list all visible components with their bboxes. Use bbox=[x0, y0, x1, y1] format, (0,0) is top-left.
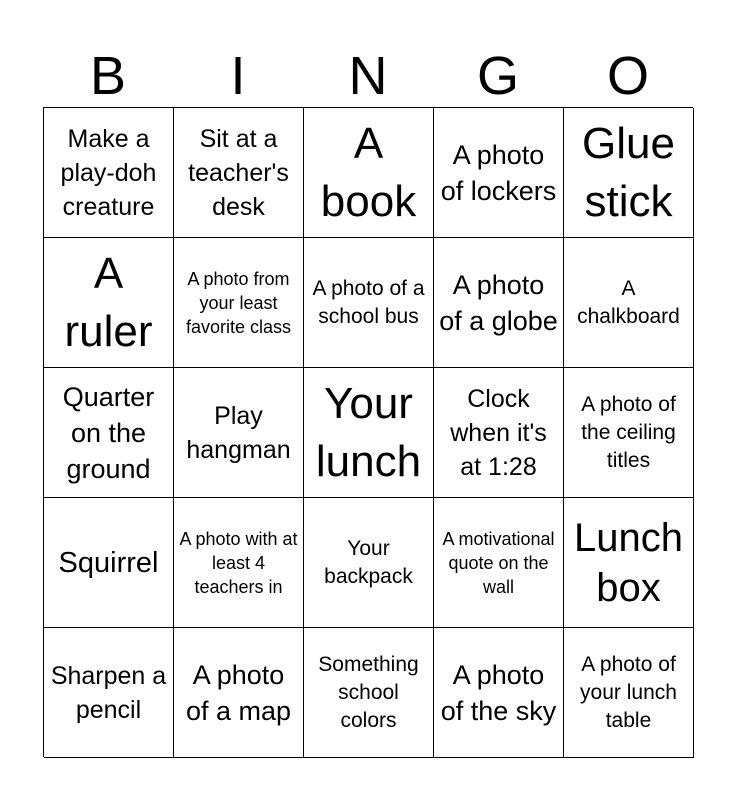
bingo-cell-r3-c2[interactable] bbox=[174, 368, 304, 498]
cell-text: A chalkboard bbox=[577, 276, 680, 328]
bingo-cell-r5-c1[interactable] bbox=[44, 628, 174, 758]
bingo-cell-r2-c1[interactable] bbox=[44, 238, 174, 368]
cell-text: A photo of lockers bbox=[440, 139, 557, 206]
header-letter-n: N bbox=[348, 46, 388, 106]
bingo-cell-r3-c3[interactable] bbox=[304, 368, 434, 498]
bingo-header bbox=[43, 44, 693, 108]
bingo-cell-r4-c3[interactable] bbox=[304, 498, 434, 628]
bingo-cell-r1-c3[interactable] bbox=[304, 108, 434, 238]
header-letter-g: G bbox=[476, 46, 519, 106]
bingo-cell-r2-c3[interactable] bbox=[304, 238, 434, 368]
bingo-card-grid bbox=[43, 107, 693, 757]
cell-text: Something school colors bbox=[318, 652, 419, 732]
bingo-cell-r5-c3[interactable] bbox=[304, 628, 434, 758]
header-letter-i: I bbox=[230, 46, 246, 106]
cell-text: A photo of a globe bbox=[439, 269, 558, 336]
bingo-cell-r2-c4[interactable] bbox=[434, 238, 564, 368]
cell-text: Play hangman bbox=[186, 401, 291, 464]
cell-text: A ruler bbox=[64, 248, 153, 356]
bingo-cell-r3-c5[interactable] bbox=[564, 368, 694, 498]
header-letter-b: B bbox=[89, 46, 127, 106]
cell-text: A book bbox=[320, 118, 417, 226]
cell-text: Squirrel bbox=[58, 546, 159, 579]
bingo-cell-r1-c4[interactable] bbox=[434, 108, 564, 238]
bingo-cell-r5-c5[interactable] bbox=[564, 628, 694, 758]
bingo-cell-r5-c2[interactable] bbox=[174, 628, 304, 758]
bingo-cell-r4-c1[interactable] bbox=[44, 498, 174, 628]
bingo-cell-r4-c4[interactable] bbox=[434, 498, 564, 628]
cell-text: Lunch box bbox=[574, 515, 683, 610]
bingo-cell-r3-c4[interactable] bbox=[434, 368, 564, 498]
cell-text: A photo with at least 4 teachers in bbox=[179, 528, 298, 597]
cell-text: Make a play-doh creature bbox=[60, 124, 157, 221]
cell-text: A photo of the ceiling titles bbox=[581, 392, 676, 472]
cell-text: Your backpack bbox=[324, 536, 413, 588]
cell-text: A photo of a school bus bbox=[312, 276, 425, 328]
cell-text: A photo of your lunch table bbox=[580, 652, 677, 732]
cell-text: A photo of a map bbox=[185, 659, 292, 726]
bingo-cell-r5-c4[interactable] bbox=[434, 628, 564, 758]
cell-text: Your lunch bbox=[315, 378, 422, 486]
cell-text: Sharpen a pencil bbox=[50, 661, 167, 724]
bingo-cell-r3-c1[interactable] bbox=[44, 368, 174, 498]
cell-text: A photo from your least favorite class bbox=[185, 268, 292, 337]
cell-text: Sit at a teacher's desk bbox=[188, 124, 289, 221]
bingo-cell-r1-c1[interactable] bbox=[44, 108, 174, 238]
bingo-cell-r4-c5[interactable] bbox=[564, 498, 694, 628]
cell-text: A photo of the sky bbox=[440, 659, 557, 726]
header-letter-o: O bbox=[606, 46, 649, 106]
cell-text: Quarter on the ground bbox=[62, 381, 155, 484]
bingo-cell-r4-c2[interactable] bbox=[174, 498, 304, 628]
bingo-cell-r2-c2[interactable] bbox=[174, 238, 304, 368]
cell-text: Glue stick bbox=[582, 118, 675, 226]
cell-text: Clock when it's at 1:28 bbox=[450, 384, 547, 481]
bingo-cell-r1-c5[interactable] bbox=[564, 108, 694, 238]
bingo-cell-r1-c2[interactable] bbox=[174, 108, 304, 238]
bingo-cell-r2-c5[interactable] bbox=[564, 238, 694, 368]
cell-text: A motivational quote on the wall bbox=[442, 528, 555, 597]
